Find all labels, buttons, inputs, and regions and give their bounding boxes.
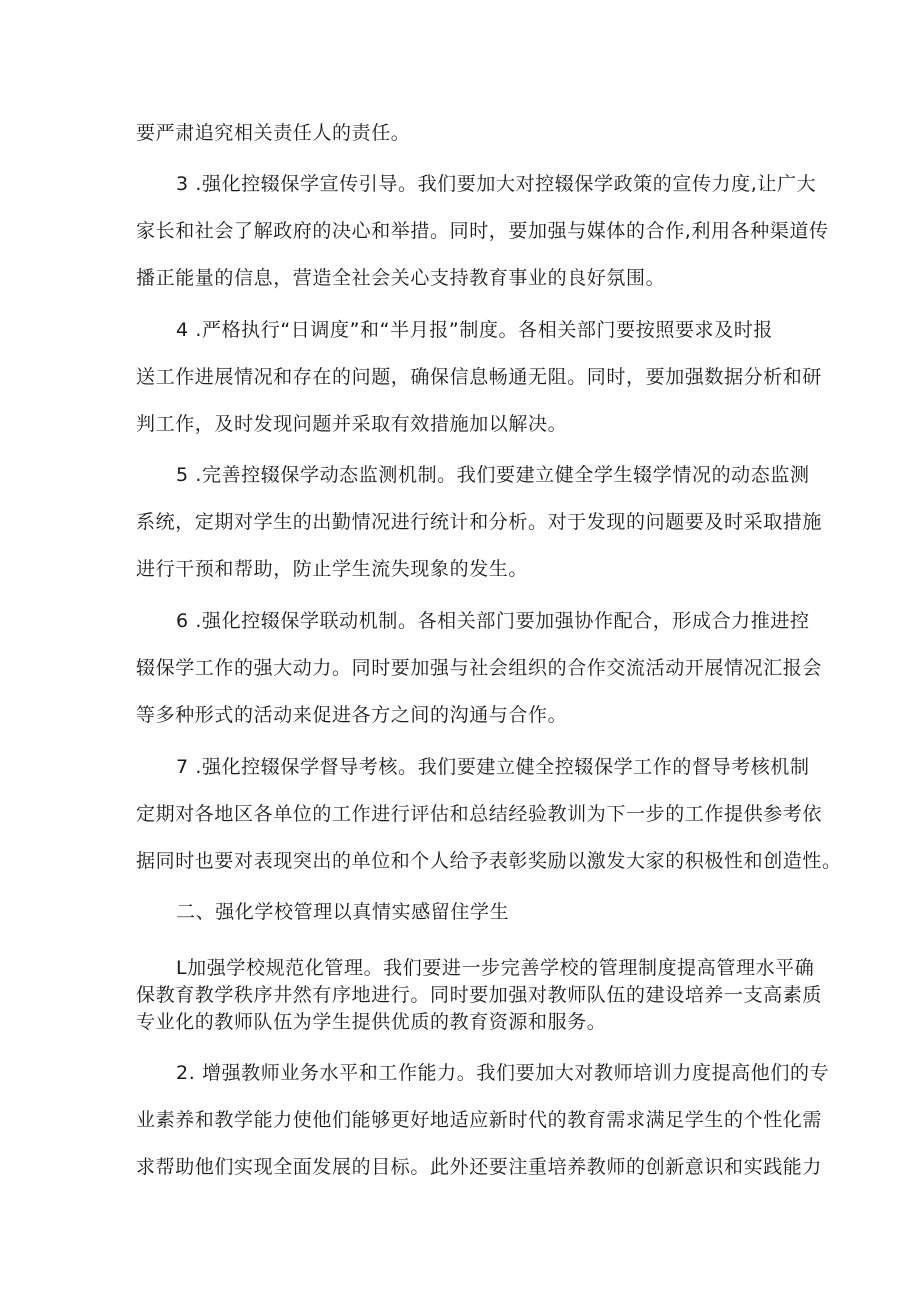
section-heading: 二、强化学校管理以真情实感留住学生 xyxy=(176,901,510,923)
paragraph-line: 3 .强化控辍保学宣传引导。我们要加大对控辍保学政策的宣传力度,让广大 xyxy=(176,173,817,195)
paragraph-line: 业素养和教学能力使他们能够更好地适应新时代的教育需求满足学生的个性化需 xyxy=(136,1109,823,1131)
paragraph-line: 求帮助他们实现全面发展的目标。此外还要注重培养教师的创新意识和实践能力 xyxy=(136,1156,823,1178)
paragraph-line: 等多种形式的活动来促进各方之间的沟通与合作。 xyxy=(136,704,568,726)
paragraph-line: 7 .强化控辍保学督导考核。我们要建立健全控辍保学工作的督导考核机制 xyxy=(176,756,810,778)
paragraph-line: 专业化的教师队伍为学生提供优质的教育资源和服务。 xyxy=(136,1011,607,1033)
paragraph-line: 定期对各地区各单位的工作进行评估和总结经验教训为下一步的工作提供参考依 xyxy=(136,803,823,825)
paragraph-line: 家长和社会了解政府的决心和举措。同时，要加强与媒体的合作,利用各种渠道传 xyxy=(136,220,829,242)
paragraph-line: 要严肃追究相关责任人的责任。 xyxy=(136,122,411,144)
paragraph-line: 送工作进展情况和存在的问题，确保信息畅通无阻。同时，要加强数据分析和研 xyxy=(136,366,823,388)
paragraph-line: 播正能量的信息，营造全社会关心支持教育事业的良好氛围。 xyxy=(136,267,666,289)
paragraph-line: L加强学校规范化管理。我们要进一步完善学校的管理制度提高管理水平确 xyxy=(176,957,815,979)
paragraph-line: 据同时也要对表现突出的单位和个人给予表彰奖励以激发大家的积极性和创造性。 xyxy=(136,850,842,872)
paragraph-line: 5 .完善控辍保学动态监测机制。我们要建立健全学生辍学情况的动态监测 xyxy=(176,464,810,486)
paragraph-line: 系统，定期对学生的出勤情况进行统计和分析。对于发现的问题要及时采取措施 xyxy=(136,511,823,533)
paragraph-line: 判工作，及时发现问题并采取有效措施加以解决。 xyxy=(136,413,568,435)
paragraph-line: 4 .严格执行“日调度”和“半月报”制度。各相关部门要按照要求及时报 xyxy=(176,319,773,341)
paragraph-line: 保教育教学秩序井然有序地进行。同时要加强对教师队伍的建设培养一支高素质 xyxy=(136,984,823,1006)
paragraph-line: 2. 增强教师业务水平和工作能力。我们要加大对教师培训力度提高他们的专 xyxy=(176,1062,830,1084)
paragraph-line: 6 .强化控辍保学联动机制。各相关部门要加强协作配合，形成合力推进控 xyxy=(176,610,810,632)
paragraph-line: 辍保学工作的强大动力。同时要加强与社会组织的合作交流活动开展情况汇报会 xyxy=(136,657,823,679)
paragraph-line: 进行干预和帮助，防止学生流失现象的发生。 xyxy=(136,558,529,580)
